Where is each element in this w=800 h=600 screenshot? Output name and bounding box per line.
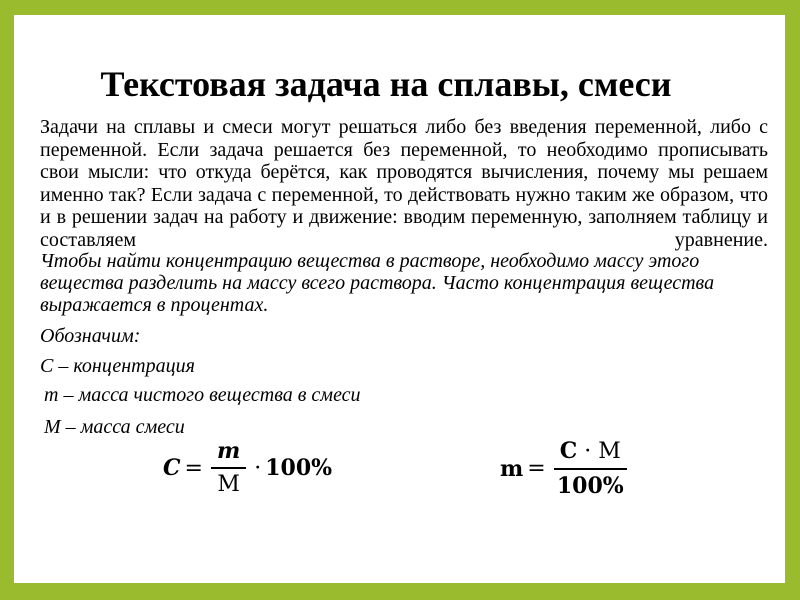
formula2-numerator <box>554 438 627 470</box>
formula1-lhs: 𝑪 <box>163 455 181 481</box>
notation-heading: Обозначим: <box>40 325 141 347</box>
formula2-equals: = <box>527 456 546 481</box>
formula2-numerator-m: M <box>598 439 621 464</box>
concentration-paragraph: Чтобы найти концентрацию вещества в растворе, необходимо массу этого вещества разделить на массу всего раствора. Часто концентрация вещества выражается в процентах. <box>40 250 715 316</box>
definition-pure-mass: m – масса чистого вещества в смеси <box>44 384 361 406</box>
formula2-numerator-c: C <box>559 438 578 464</box>
formula2-lhs: m <box>500 455 524 482</box>
intro-paragraph: Задачи на сплавы и смеси могут решаться либо без введения переменной, либо с переменной. Если задача решается без переменной, то необходимо прописывать свои мысли: что откуда берётся, как проводятся вычисления, почему мы решаем именно так? Если задача с переменной, то действовать нужно таким же образом, что и в решении задач на работу и движение: вводим переменную, заполняем таблицу и составляем уравнение. <box>40 116 768 251</box>
formula1-dot: · <box>254 455 262 481</box>
mass-formula <box>500 438 631 499</box>
formula2-numerator-dot: · <box>584 439 592 464</box>
formula1-equals: = <box>184 455 203 481</box>
formula1-denominator: М <box>217 472 240 497</box>
formula1-numerator: 𝒎 <box>211 438 246 469</box>
definition-concentration: С – концентрация <box>40 355 195 377</box>
definition-mixture-mass: М – масса смеси <box>44 416 185 438</box>
formula2-fraction <box>554 438 627 499</box>
concentration-formula <box>163 438 332 498</box>
formula1-fraction <box>211 438 246 498</box>
formula1-factor: 100% <box>265 455 333 481</box>
formula2-denominator: 100% <box>556 473 624 499</box>
page-title: Текстовая задача на сплавы, смеси <box>100 64 672 104</box>
